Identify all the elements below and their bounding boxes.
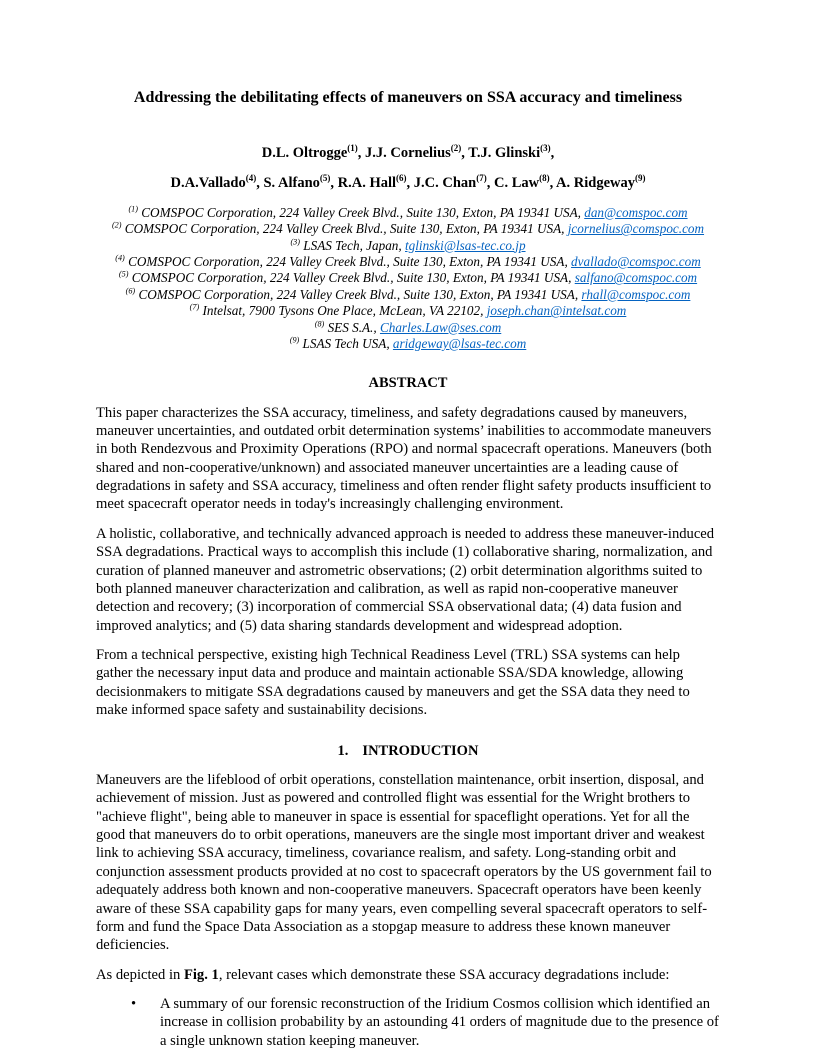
- abstract-paragraph-2: A holistic, collaborative, and technically advanced approach is needed to address these maneuver-induced SSA degradations. Practical ways to accomplish this include (1) collaborative sharing, normalization, and curation of planned maneuver and astrometric observations; (2) orbit determination algorithms suited to both planned maneuver characterization and calibration, as well as rapid non-cooperative maneuver detection and recovery; (3) incorporation of commercial SSA observational data; (4) data fusion and improved analytics; and (5) data sharing standards development and widespread adoption.: [96, 525, 715, 634]
- author-superscript: (8): [539, 173, 550, 184]
- affiliation-superscript: (8): [314, 319, 325, 329]
- author-superscript: (5): [319, 173, 331, 184]
- author: R.A. Hall$^{(6)}$,: [337, 173, 414, 192]
- author: D.L. Oltrogge$^{(1)}$,: [261, 143, 365, 162]
- bullet-item: [96, 995, 720, 1050]
- affiliation-superscript: (1): [128, 204, 138, 214]
- author: J.J. Cornelius$^{(2)}$,: [365, 143, 469, 162]
- affiliation-line: $^{(4)}$ COMSPOC Corporation, 224 Valley Creek Blvd., Suite 130, Exton, PA 19341 USA, dvallado@comspoc.com: [115, 253, 701, 269]
- affiliation-line: $^{(1)}$ COMSPOC Corporation, 224 Valley Creek Blvd., Suite 130, Exton, PA 19341 USA, dan@comspoc.com: [128, 204, 688, 220]
- author: J.C. Chan$^{(7)}$,: [413, 173, 494, 192]
- author: A. Ridgeway$^{(9)}$: [556, 173, 646, 192]
- section-number: 1.: [337, 742, 349, 759]
- affiliation-superscript: (2): [111, 220, 122, 230]
- affiliation-line: $^{(7)}$ Intelsat, 7900 Tysons One Place, McLean, VA 22102, joseph.chan@intelsat.com: [189, 302, 627, 319]
- author-superscript: (3): [540, 143, 551, 154]
- author: C. Law$^{(8)}$,: [493, 173, 557, 192]
- author-superscript: (2): [450, 143, 462, 154]
- bullet-list: [96, 995, 720, 1050]
- author-superscript: (1): [347, 143, 358, 154]
- abstract-heading: ABSTRACT: [368, 375, 448, 392]
- affiliation-line: $^{(8)}$ SES S.A., Charles.Law@ses.com: [314, 319, 502, 335]
- affiliation-email-link[interactable]: rhall@comspoc.com: [581, 286, 691, 302]
- affiliation-email-link[interactable]: Charles.Law@ses.com: [379, 319, 502, 335]
- affiliation-superscript: (4): [115, 253, 125, 263]
- author-superscript: (7): [476, 173, 487, 184]
- author-superscript: (6): [396, 173, 407, 184]
- section-title: INTRODUCTION: [362, 742, 479, 759]
- paper-title: Addressing the debilitating effects of maneuvers on SSA accuracy and timeliness: [133, 89, 683, 106]
- author: S. Alfano$^{(5)}$,: [263, 173, 338, 192]
- affiliation-superscript: (7): [189, 302, 200, 312]
- author: T.J. Glinski$^{(3)}$,: [468, 143, 555, 162]
- abstract-paragraph-3: From a technical perspective, existing high Technical Readiness Level (TRL) SSA systems can help gather the necessary input data and produce and maintain actionable SSA/SDA knowledge, allowing decisionmakers to mitigate SSA degradations caused by maneuvers and get the SSA data they need to make informed space safety and sustainability decisions.: [96, 647, 690, 719]
- affiliation-email-link[interactable]: tglinski@lsas-tec.co.jp: [405, 237, 526, 253]
- authors-line-1: [96, 144, 720, 162]
- introduction-heading: [96, 742, 720, 760]
- bullet-text: A summary of our forensic reconstruction of the Iridium Cosmos collision which identified an increase in collision probability by an astounding 41 orders of magnitude due to the presence of a single unknown station keeping maneuver.: [160, 996, 719, 1049]
- affiliation-email-link[interactable]: joseph.chan@intelsat.com: [486, 303, 627, 319]
- affiliation-superscript: (3): [290, 237, 300, 247]
- fig-reference-paragraph: As depicted in Fig. 1, relevant cases which demonstrate these SSA accuracy degradations include:: [96, 966, 670, 983]
- affiliation-line: $^{(9)}$ LSAS Tech USA, aridgeway@lsas-tec.com: [289, 335, 527, 351]
- affiliation-superscript: (9): [289, 335, 300, 345]
- author-superscript: (4): [245, 173, 257, 184]
- affiliation-superscript: (5): [118, 269, 129, 279]
- introduction-paragraph-1: Maneuvers are the lifeblood of orbit operations, constellation maintenance, orbit insertion, disposal, and achievement of mission. Just as powered and controlled flight was essential for the Wright brothers to "achieve flight", being able to maneuver in space is essential for spaceflight operations. Yet for all the good that maneuvers do to orbit operations, maneuvers are the single most important driver and weakest link to achieving SSA accuracy, timeliness, covariance realism, and safety. Long-standing orbit and conjunction assessment products provided at no cost to spacecraft operators by the US government fail to adequately address both known and non-cooperative maneuvers. Spacecraft operators have been keenly aware of these SSA capability gaps for many years, even compelling several spacecraft operators to self-form and fund the Space Data Association as a stopgap measure to address these known maneuver deficiencies.: [96, 771, 712, 954]
- affiliation-line: $^{(2)}$ COMSPOC Corporation, 224 Valley Creek Blvd., Suite 130, Exton, PA 19341 USA, jcornelius@comspoc.com: [111, 220, 705, 237]
- affiliation-email-link[interactable]: jcornelius@comspoc.com: [567, 221, 705, 237]
- affiliation-email-link[interactable]: salfano@comspoc.com: [574, 270, 698, 286]
- authors-line-2: [96, 174, 720, 192]
- affiliation-line: $^{(3)}$ LSAS Tech, Japan, tglinski@lsas-tec.co.jp: [290, 237, 526, 253]
- affiliations-block: [96, 205, 720, 353]
- author: D.A.Vallado$^{(4)}$,: [170, 173, 264, 192]
- affiliation-email-link[interactable]: dan@comspoc.com: [584, 204, 688, 220]
- bullet-marker: •: [131, 996, 137, 1012]
- affiliation-line: $^{(5)}$ COMSPOC Corporation, 224 Valley Creek Blvd., Suite 130, Exton, PA 19341 USA, salfano@comspoc.com: [118, 269, 698, 286]
- affiliation-email-link[interactable]: aridgeway@lsas-tec.com: [392, 335, 527, 351]
- abstract-paragraph-1: This paper characterizes the SSA accuracy, timeliness, and safety degradations caused by maneuvers, maneuver uncertainties, and outdated orbit determination systems’ inabilities to accommodate maneuvers in both Rendezvous and Proximity Operations (RPO) and normal spacecraft operations. Maneuvers (both shared and non-cooperative/unknown) and associated maneuver uncertainties are a leading cause of degradations in safety and SSA accuracy, timeliness and often render flight safety products insufficient to meet spacecraft operator needs in today's increasingly challenging environment.: [96, 404, 712, 513]
- affiliation-line: $^{(6)}$ COMSPOC Corporation, 224 Valley Creek Blvd., Suite 130, Exton, PA 19341 USA, rhall@comspoc.com: [125, 286, 691, 302]
- fig-1-reference: Fig. 1: [183, 966, 219, 983]
- affiliation-email-link[interactable]: dvallado@comspoc.com: [571, 253, 701, 269]
- author-superscript: (9): [634, 173, 646, 184]
- affiliation-superscript: (6): [125, 286, 136, 296]
